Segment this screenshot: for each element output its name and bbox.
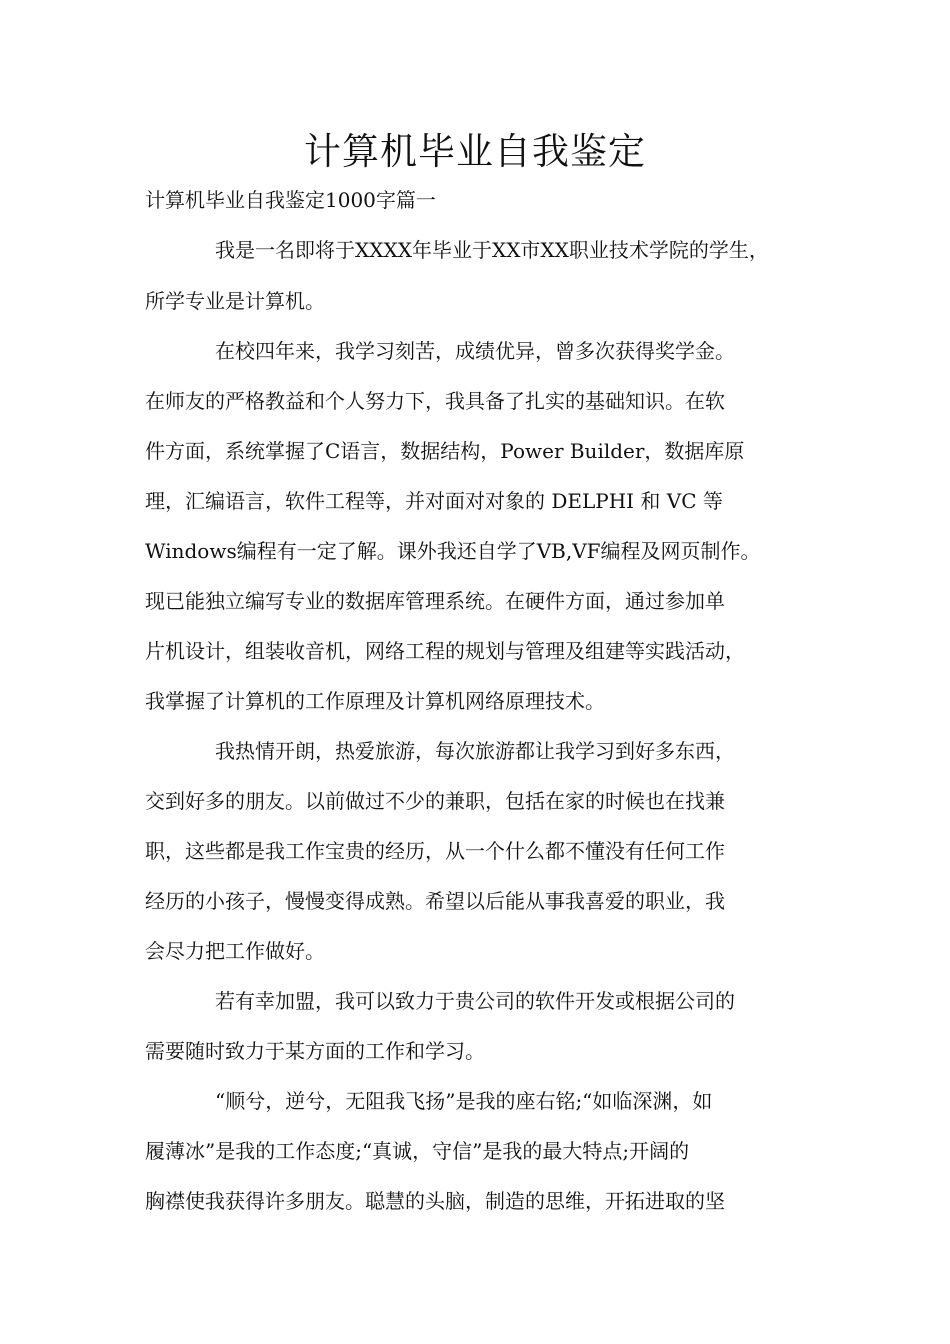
- text-line: 经历的小孩子，慢慢变得成熟。希望以后能从事我喜爱的职业，我: [145, 889, 725, 913]
- text-line: 我掌握了计算机的工作原理及计算机网络原理技术。: [145, 689, 605, 713]
- text-line: 职，这些都是我工作宝贵的经历，从一个什么都不懂没有任何工作: [145, 839, 725, 863]
- text-line: 件方面，系统掌握了C语言，数据结构，Power Builder，数据库原: [145, 439, 745, 463]
- text-line: 我是一名即将于XXXX年毕业于XX市XX职业技术学院的学生，: [215, 238, 769, 262]
- document-title: 计算机毕业自我鉴定: [304, 130, 646, 173]
- document-subtitle: 计算机毕业自我鉴定1000字篇一: [145, 188, 436, 212]
- text-line: 我热情开朗，热爱旅游，每次旅游都让我学习到好多东西，: [215, 739, 735, 763]
- text-line: 片机设计，组装收音机，网络工程的规划与管理及组建等实践活动，: [145, 639, 745, 663]
- text-line: “顺兮，逆兮，无阻我飞扬”是我的座右铭;“如临深渊，如: [215, 1089, 713, 1113]
- text-line: 理，汇编语言，软件工程等，并对面对对象的 DELPHI 和 VC 等: [145, 489, 723, 513]
- text-line: 需要随时致力于某方面的工作和学习。: [145, 1039, 485, 1063]
- text-line: 胸襟使我获得许多朋友。聪慧的头脑，制造的思维，开拓进取的坚: [145, 1189, 725, 1213]
- text-line: 在校四年来，我学习刻苦，成绩优异，曾多次获得奖学金。: [215, 339, 735, 363]
- text-line: 会尽力把工作做好。: [145, 939, 325, 963]
- text-line: 现已能独立编写专业的数据库管理系统。在硬件方面，通过参加单: [145, 589, 725, 613]
- text-line: 交到好多的朋友。以前做过不少的兼职，包括在家的时候也在找兼: [145, 789, 725, 813]
- text-line: 在师友的严格教益和个人努力下，我具备了扎实的基础知识。在软: [145, 389, 725, 413]
- text-line: Windows编程有一定了解。课外我还自学了VB,VF编程及网页制作。: [145, 539, 761, 563]
- text-line: 所学专业是计算机。: [145, 289, 325, 313]
- text-line: 若有幸加盟，我可以致力于贵公司的软件开发或根据公司的: [215, 989, 735, 1013]
- text-line: 履薄冰”是我的工作态度;“真诚，守信”是我的最大特点;开阔的: [145, 1139, 690, 1163]
